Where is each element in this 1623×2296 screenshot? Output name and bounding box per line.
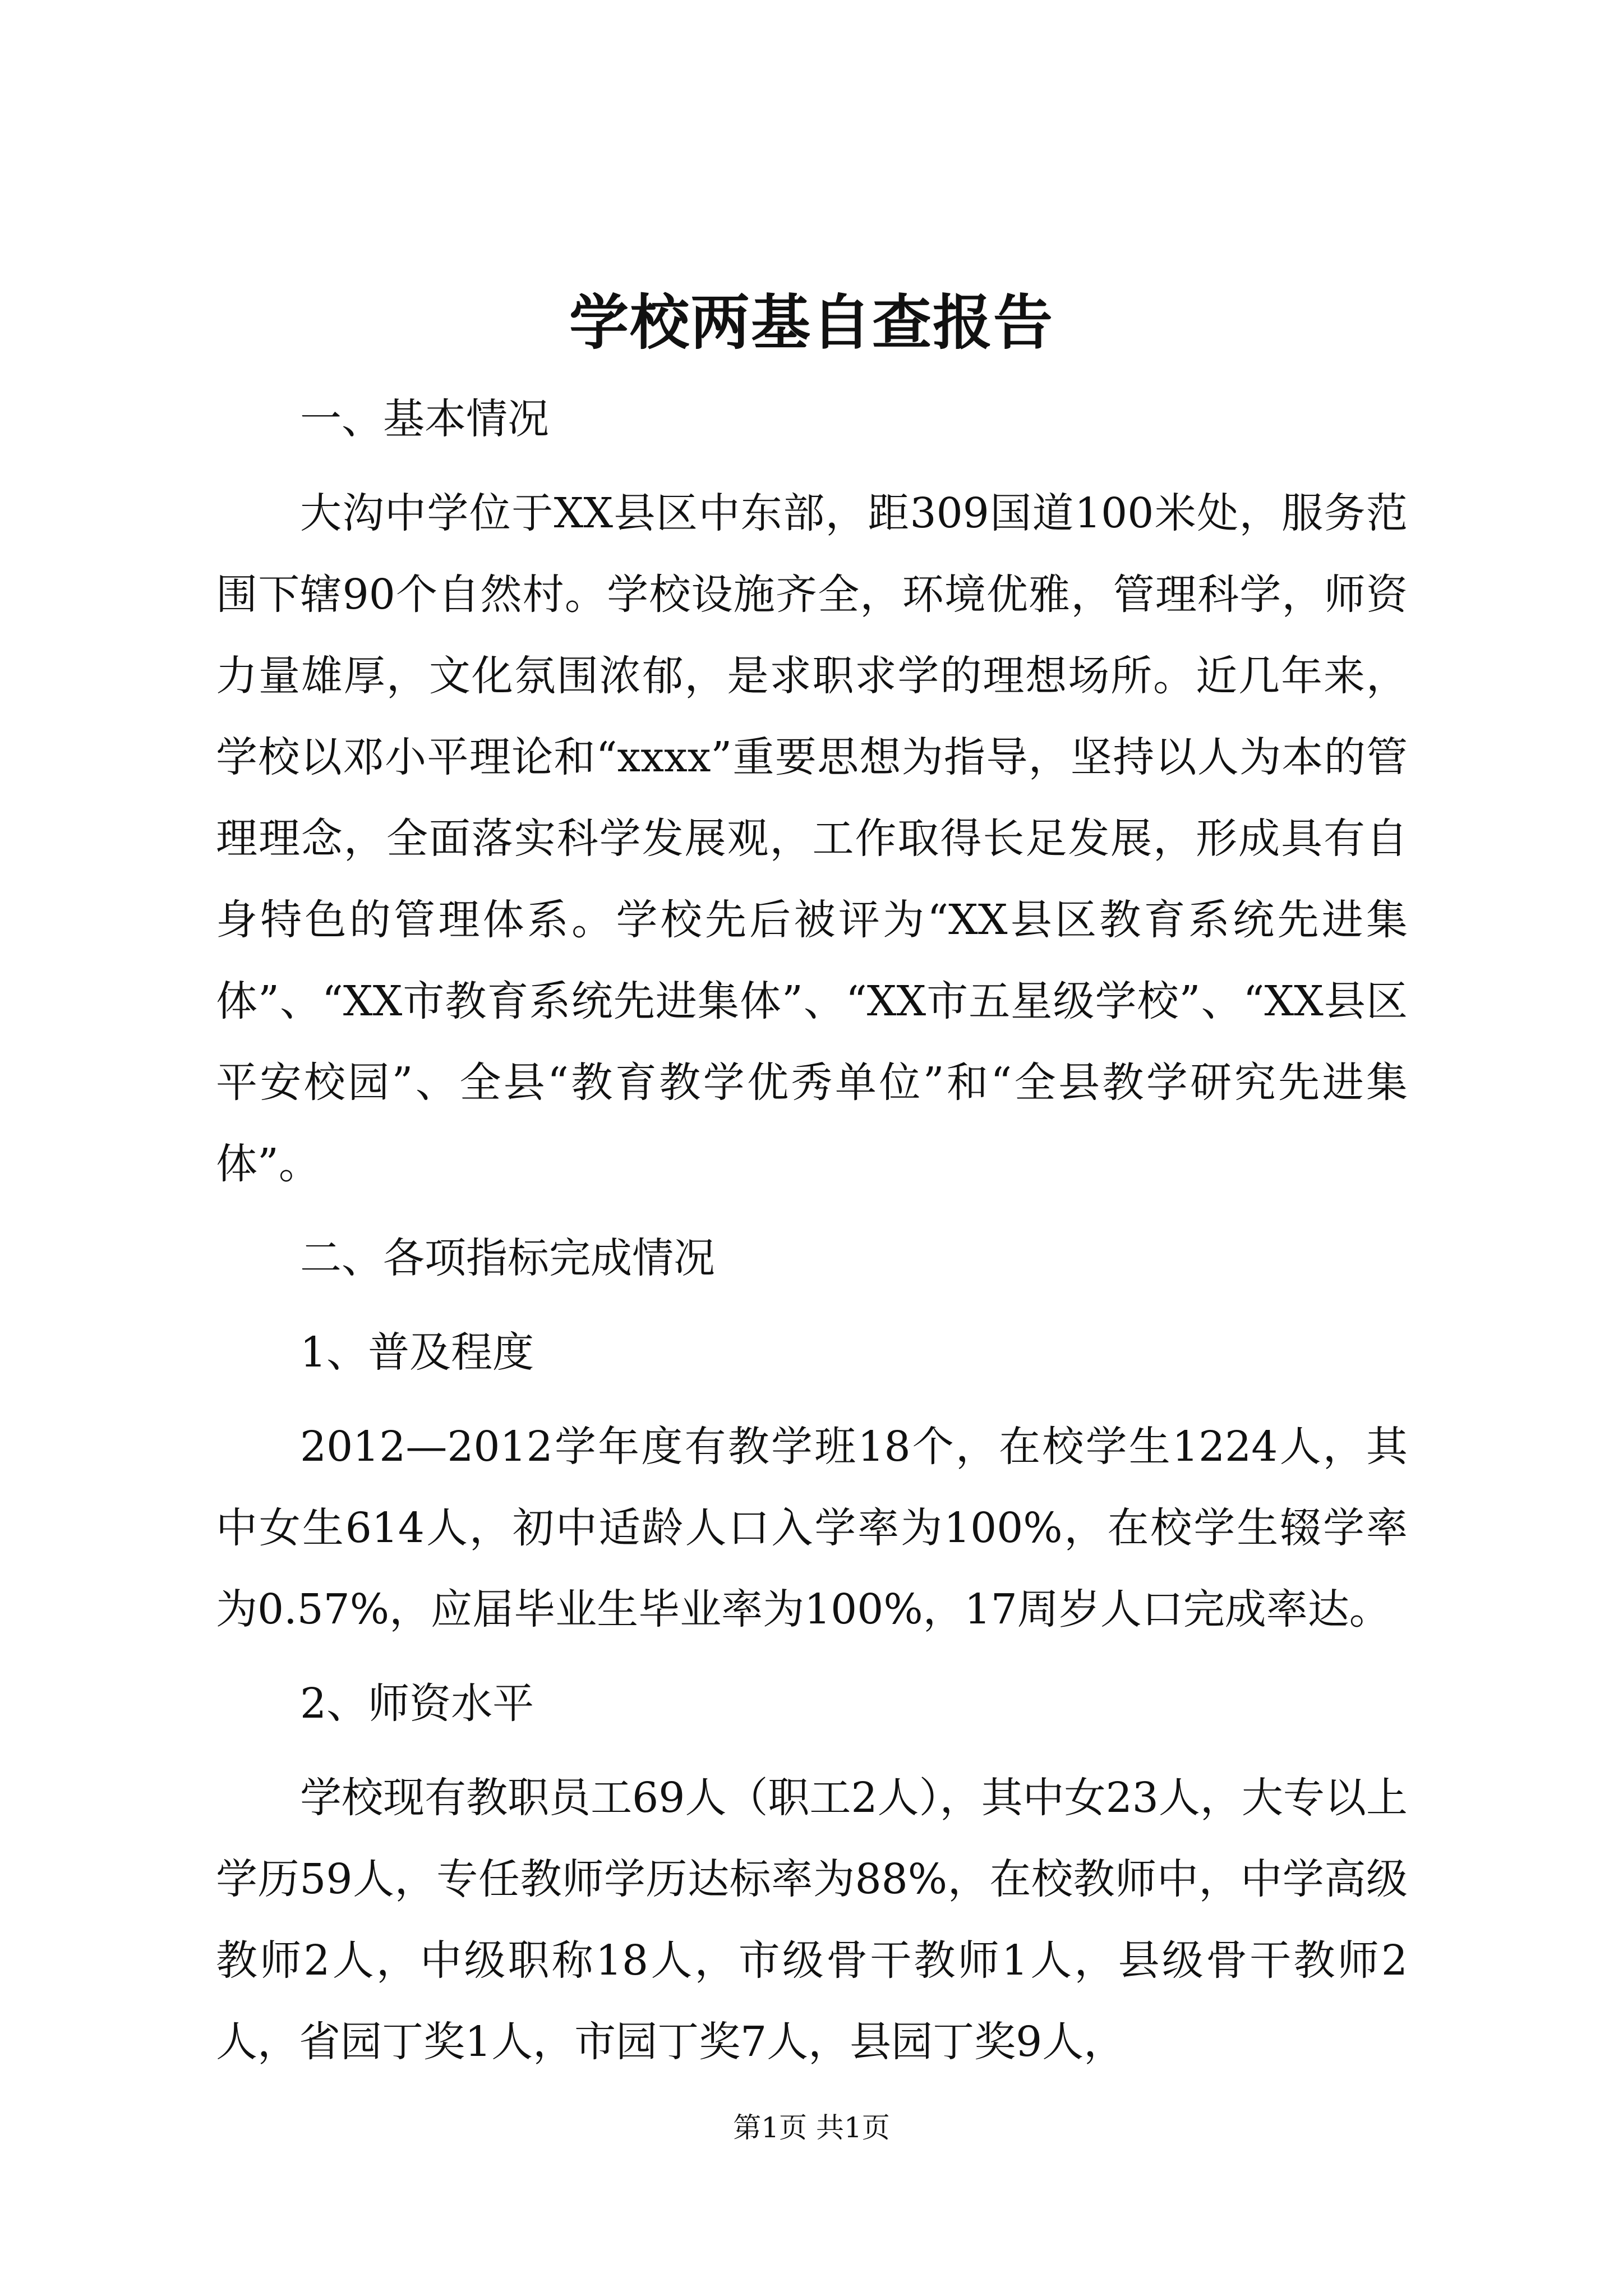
subheading-teachers: 2、师资水平: [300, 1680, 534, 1728]
paragraph-teachers: 学校现有教职员工69人（职工2人），其中女23人，大专以上学历59人，专任教师学历达标率为88%，在校教师中，中学高级教师2人，中级职称18人，市级骨干教师1人，县级骨干教师2人，省园丁奖1人，市园丁奖7人，县园丁奖9人，: [216, 1774, 1408, 2066]
document-title: 学校两基自查报告: [569, 287, 1054, 357]
paragraph-basic-info: 大沟中学位于XX县区中东部，距309国道100米处，服务范围下辖90个自然村。学校设施齐全，环境优雅，管理科学，师资力量雄厚，文化氛围浓郁，是求职求学的理想场所。近几年来，学校以邓小平理论和“xxxx”重要思想为指导，坚持以人为本的管理理念，全面落实科学发展观，工作取得长足发展，形成具有自身特色的管理体系。学校先后被评为“XX县区教育系统先进集体”、“XX市教育系统先进集体”、“XX市五星级学校”、“XX县区平安校园”、全县“教育教学优秀单位”和“全县教学研究先进集体”。: [216, 489, 1408, 1188]
page-footer: 第1页 共1页: [733, 2111, 890, 2144]
subheading-popularization: 1、普及程度: [300, 1328, 534, 1377]
paragraph-popularization: 2012—2012学年度有教学班18个，在校学生1224人，其中女生614人，初中适龄人口入学率为100%，在校学生辍学率为0.57%，应届毕业生毕业率为100%，17周岁人口完成率达。: [216, 1423, 1408, 1634]
section-heading-basic-info: 一、基本情况: [300, 395, 549, 443]
document-body: [216, 379, 1408, 2096]
section-heading-indicators: 二、各项指标完成情况: [300, 1234, 715, 1282]
